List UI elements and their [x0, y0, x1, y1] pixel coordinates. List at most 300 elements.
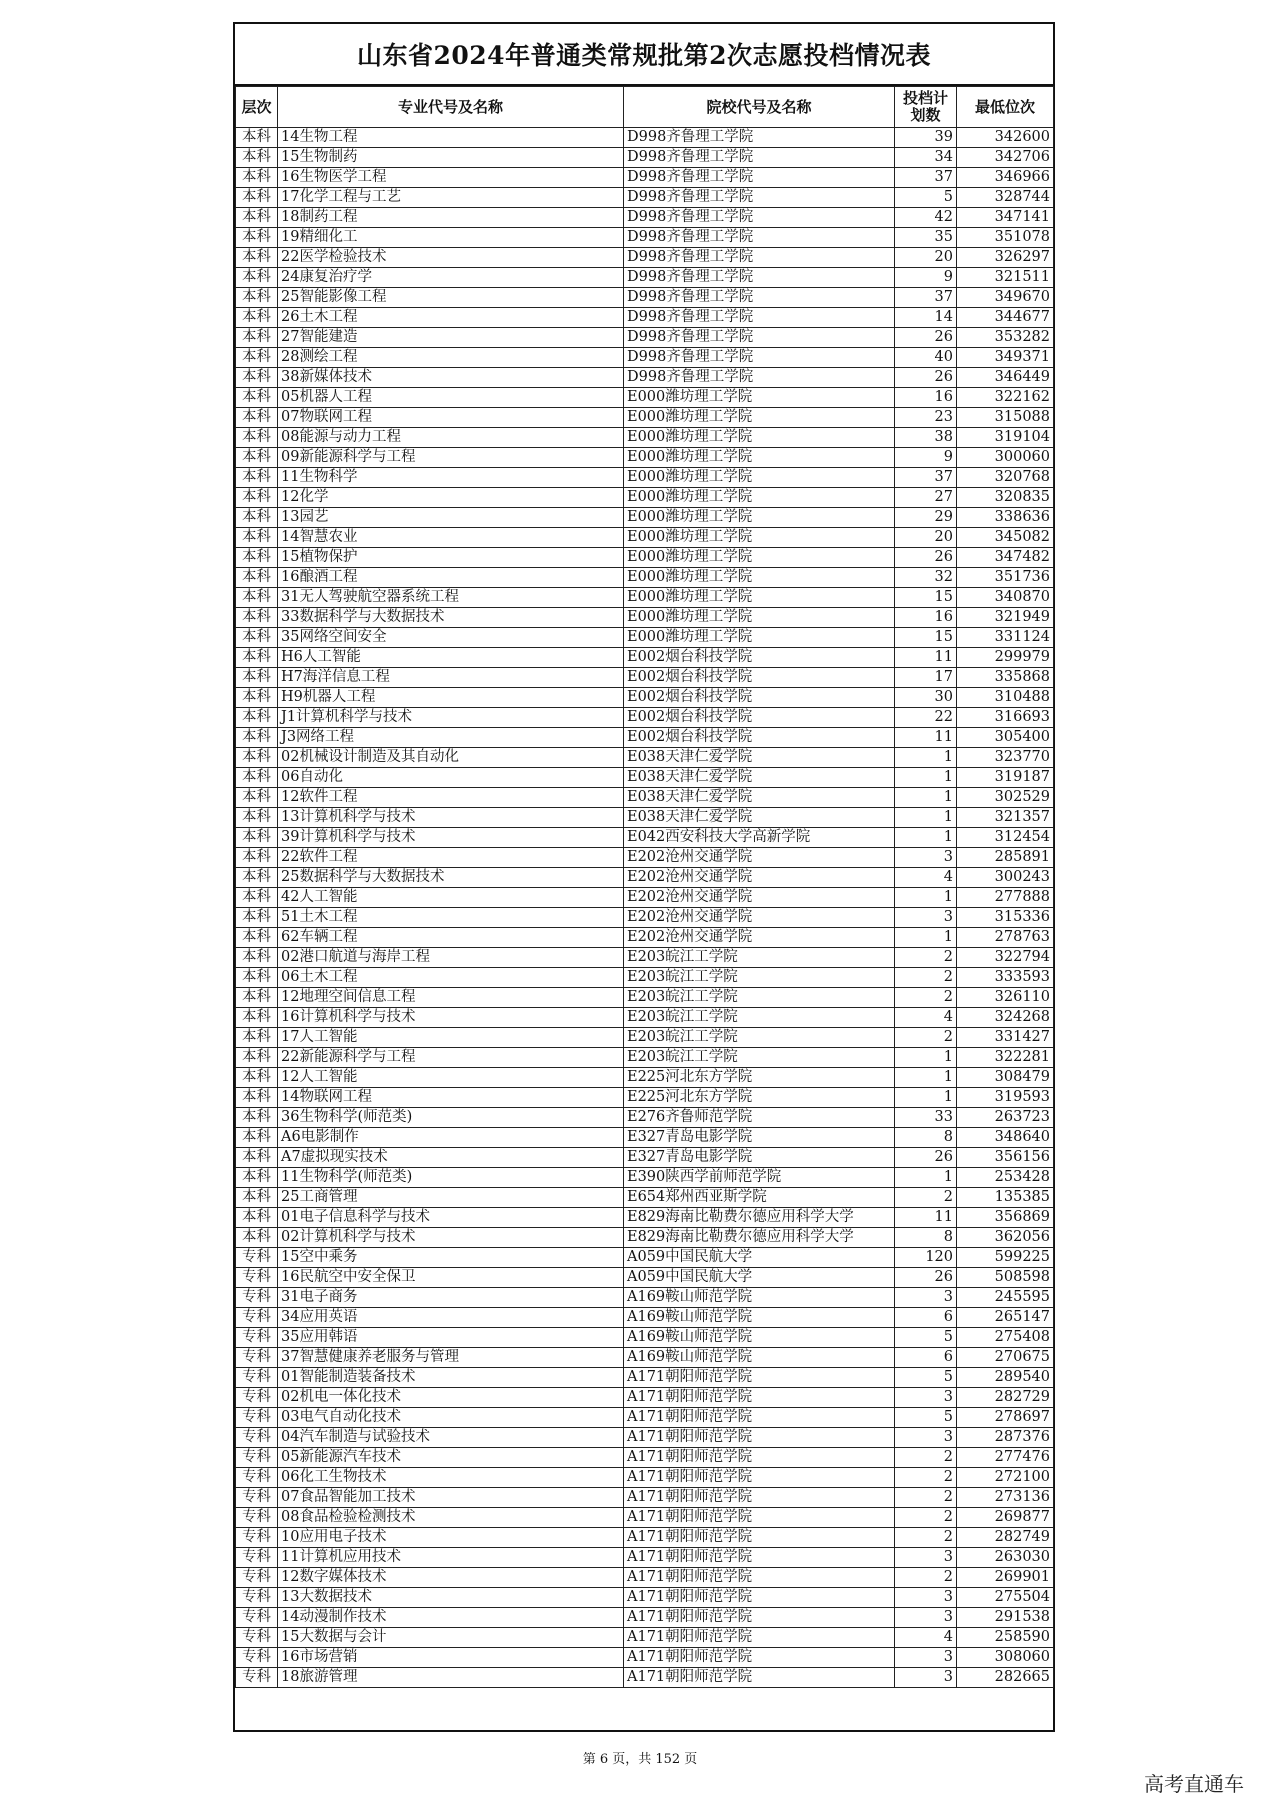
cell-major: 34应用英语 [278, 1308, 624, 1328]
cell-level: 本科 [236, 1148, 278, 1168]
table-row [236, 1008, 1054, 1028]
cell-rank: 282665 [957, 1668, 1054, 1688]
cell-major: 14智慧农业 [278, 528, 624, 548]
cell-rank: 338636 [957, 508, 1054, 528]
table-row [236, 1088, 1054, 1108]
cell-school: E000潍坊理工学院 [624, 548, 895, 568]
cell-school: E276齐鲁师范学院 [624, 1108, 895, 1128]
cell-major: 13园艺 [278, 508, 624, 528]
cell-plan: 32 [895, 568, 957, 588]
table-row [236, 1308, 1054, 1328]
cell-school: E829海南比勒费尔德应用科学大学 [624, 1228, 895, 1248]
cell-rank: 308479 [957, 1068, 1054, 1088]
cell-plan: 2 [895, 1468, 957, 1488]
cell-rank: 300060 [957, 448, 1054, 468]
cell-major: 37智慧健康养老服务与管理 [278, 1348, 624, 1368]
cell-plan: 27 [895, 488, 957, 508]
cell-school: A171朝阳师范学院 [624, 1508, 895, 1528]
cell-level: 本科 [236, 1028, 278, 1048]
cell-plan: 120 [895, 1248, 957, 1268]
cell-level: 本科 [236, 868, 278, 888]
table-row [236, 928, 1054, 948]
table-row [236, 1128, 1054, 1148]
cell-major: A6电影制作 [278, 1128, 624, 1148]
table-row [236, 668, 1054, 688]
cell-major: 06化工生物技术 [278, 1468, 624, 1488]
table-row [236, 208, 1054, 228]
cell-plan: 2 [895, 988, 957, 1008]
cell-plan: 39 [895, 128, 957, 148]
cell-school: A059中国民航大学 [624, 1248, 895, 1268]
cell-level: 本科 [236, 228, 278, 248]
cell-school: E000潍坊理工学院 [624, 508, 895, 528]
cell-plan: 1 [895, 748, 957, 768]
cell-level: 专科 [236, 1348, 278, 1368]
table-row [236, 768, 1054, 788]
table-row [236, 448, 1054, 468]
cell-major: H7海洋信息工程 [278, 668, 624, 688]
cell-major: 08能源与动力工程 [278, 428, 624, 448]
cell-major: 02计算机科学与技术 [278, 1228, 624, 1248]
table-row [236, 888, 1054, 908]
cell-school: A169鞍山师范学院 [624, 1288, 895, 1308]
table-row [236, 748, 1054, 768]
table-body [236, 128, 1054, 1688]
cell-school: E000潍坊理工学院 [624, 428, 895, 448]
cell-major: 06自动化 [278, 768, 624, 788]
cell-school: E225河北东方学院 [624, 1088, 895, 1108]
cell-rank: 331124 [957, 628, 1054, 648]
cell-rank: 270675 [957, 1348, 1054, 1368]
cell-major: 27智能建造 [278, 328, 624, 348]
cell-school: E002烟台科技学院 [624, 668, 895, 688]
cell-level: 本科 [236, 388, 278, 408]
cell-plan: 15 [895, 628, 957, 648]
cell-rank: 253428 [957, 1168, 1054, 1188]
cell-level: 专科 [236, 1548, 278, 1568]
cell-plan: 2 [895, 1448, 957, 1468]
cell-plan: 26 [895, 368, 957, 388]
cell-rank: 278697 [957, 1408, 1054, 1428]
header-level: 层次 [236, 87, 278, 128]
table-row [236, 288, 1054, 308]
cell-plan: 11 [895, 648, 957, 668]
cell-level: 本科 [236, 1188, 278, 1208]
page-footer: 第 6 页，共 152 页 [582, 1752, 698, 1767]
table-row [236, 128, 1054, 148]
cell-level: 专科 [236, 1428, 278, 1448]
cell-rank: 328744 [957, 188, 1054, 208]
cell-school: A059中国民航大学 [624, 1268, 895, 1288]
cell-level: 本科 [236, 408, 278, 428]
cell-school: A171朝阳师范学院 [624, 1408, 895, 1428]
cell-rank: 348640 [957, 1128, 1054, 1148]
cell-plan: 3 [895, 1668, 957, 1688]
cell-rank: 282749 [957, 1528, 1054, 1548]
cell-level: 本科 [236, 548, 278, 568]
cell-major: 38新媒体技术 [278, 368, 624, 388]
cell-school: A171朝阳师范学院 [624, 1448, 895, 1468]
cell-school: E038天津仁爱学院 [624, 768, 895, 788]
cell-level: 本科 [236, 348, 278, 368]
cell-plan: 6 [895, 1308, 957, 1328]
cell-plan: 37 [895, 168, 957, 188]
cell-major: 01智能制造装备技术 [278, 1368, 624, 1388]
table-row [236, 348, 1054, 368]
cell-major: 22软件工程 [278, 848, 624, 868]
cell-major: 02机电一体化技术 [278, 1388, 624, 1408]
cell-school: A171朝阳师范学院 [624, 1368, 895, 1388]
cell-school: E390陕西学前师范学院 [624, 1168, 895, 1188]
table-row [236, 488, 1054, 508]
cell-major: 42人工智能 [278, 888, 624, 908]
table-row [236, 1468, 1054, 1488]
cell-level: 专科 [236, 1308, 278, 1328]
cell-school: D998齐鲁理工学院 [624, 208, 895, 228]
cell-school: E000潍坊理工学院 [624, 408, 895, 428]
cell-rank: 346449 [957, 368, 1054, 388]
cell-major: 18旅游管理 [278, 1668, 624, 1688]
cell-rank: 319187 [957, 768, 1054, 788]
cell-level: 本科 [236, 168, 278, 188]
cell-level: 本科 [236, 828, 278, 848]
cell-school: D998齐鲁理工学院 [624, 188, 895, 208]
cell-major: 22新能源科学与工程 [278, 1048, 624, 1068]
cell-rank: 263723 [957, 1108, 1054, 1128]
header-school: 院校代号及名称 [624, 87, 895, 128]
table-row [236, 1188, 1054, 1208]
table-row [236, 1448, 1054, 1468]
cell-rank: 289540 [957, 1368, 1054, 1388]
cell-major: 16市场营销 [278, 1648, 624, 1668]
cell-rank: 285891 [957, 848, 1054, 868]
cell-school: E000潍坊理工学院 [624, 388, 895, 408]
cell-rank: 320768 [957, 468, 1054, 488]
cell-major: 33数据科学与大数据技术 [278, 608, 624, 628]
cell-rank: 322162 [957, 388, 1054, 408]
table-row [236, 388, 1054, 408]
table-row [236, 468, 1054, 488]
cell-major: 12化学 [278, 488, 624, 508]
cell-plan: 1 [895, 1048, 957, 1068]
cell-plan: 33 [895, 1108, 957, 1128]
cell-rank: 316693 [957, 708, 1054, 728]
cell-major: 25数据科学与大数据技术 [278, 868, 624, 888]
cell-rank: 321357 [957, 808, 1054, 828]
cell-level: 本科 [236, 368, 278, 388]
cell-plan: 3 [895, 1648, 957, 1668]
cell-major: 13计算机科学与技术 [278, 808, 624, 828]
cell-level: 专科 [236, 1288, 278, 1308]
cell-school: D998齐鲁理工学院 [624, 168, 895, 188]
table-row [236, 1248, 1054, 1268]
cell-rank: 351736 [957, 568, 1054, 588]
cell-level: 专科 [236, 1488, 278, 1508]
cell-level: 本科 [236, 268, 278, 288]
cell-plan: 3 [895, 1388, 957, 1408]
cell-level: 专科 [236, 1408, 278, 1428]
cell-level: 本科 [236, 568, 278, 588]
cell-school: E203皖江工学院 [624, 1028, 895, 1048]
cell-rank: 331427 [957, 1028, 1054, 1048]
cell-plan: 15 [895, 588, 957, 608]
cell-school: E000潍坊理工学院 [624, 568, 895, 588]
cell-plan: 3 [895, 1548, 957, 1568]
cell-school: E202沧州交通学院 [624, 908, 895, 928]
table-header-row [236, 87, 1054, 128]
table-row [236, 688, 1054, 708]
cell-school: E203皖江工学院 [624, 968, 895, 988]
cell-plan: 2 [895, 968, 957, 988]
cell-level: 本科 [236, 888, 278, 908]
admission-table [235, 86, 1054, 1688]
cell-level: 本科 [236, 928, 278, 948]
cell-level: 专科 [236, 1328, 278, 1348]
cell-school: D998齐鲁理工学院 [624, 268, 895, 288]
admission-table-frame [233, 22, 1055, 1732]
cell-school: E203皖江工学院 [624, 948, 895, 968]
table-row [236, 408, 1054, 428]
cell-rank: 340870 [957, 588, 1054, 608]
cell-rank: 342600 [957, 128, 1054, 148]
cell-level: 本科 [236, 1128, 278, 1148]
cell-school: E038天津仁爱学院 [624, 808, 895, 828]
cell-major: 06土木工程 [278, 968, 624, 988]
cell-rank: 302529 [957, 788, 1054, 808]
cell-major: 25智能影像工程 [278, 288, 624, 308]
cell-plan: 3 [895, 1588, 957, 1608]
cell-plan: 20 [895, 248, 957, 268]
cell-school: E038天津仁爱学院 [624, 748, 895, 768]
cell-major: 25工商管理 [278, 1188, 624, 1208]
cell-major: 35应用韩语 [278, 1328, 624, 1348]
table-row [236, 268, 1054, 288]
cell-rank: 326297 [957, 248, 1054, 268]
cell-school: E654郑州西亚斯学院 [624, 1188, 895, 1208]
table-row [236, 1108, 1054, 1128]
cell-major: 08食品检验检测技术 [278, 1508, 624, 1528]
cell-school: D998齐鲁理工学院 [624, 148, 895, 168]
cell-school: E202沧州交通学院 [624, 848, 895, 868]
cell-rank: 320835 [957, 488, 1054, 508]
table-row [236, 828, 1054, 848]
cell-major: 03电气自动化技术 [278, 1408, 624, 1428]
cell-plan: 2 [895, 1488, 957, 1508]
cell-school: D998齐鲁理工学院 [624, 308, 895, 328]
cell-rank: 335868 [957, 668, 1054, 688]
cell-plan: 4 [895, 1628, 957, 1648]
cell-major: 15空中乘务 [278, 1248, 624, 1268]
cell-major: 14动漫制作技术 [278, 1608, 624, 1628]
cell-plan: 5 [895, 1368, 957, 1388]
table-row [236, 968, 1054, 988]
cell-level: 本科 [236, 988, 278, 1008]
cell-plan: 2 [895, 1028, 957, 1048]
cell-major: 51土木工程 [278, 908, 624, 928]
cell-rank: 245595 [957, 1288, 1054, 1308]
table-row [236, 1608, 1054, 1628]
cell-level: 本科 [236, 1168, 278, 1188]
cell-school: E000潍坊理工学院 [624, 448, 895, 468]
cell-level: 本科 [236, 308, 278, 328]
cell-school: E202沧州交通学院 [624, 888, 895, 908]
cell-school: A171朝阳师范学院 [624, 1628, 895, 1648]
cell-level: 本科 [236, 608, 278, 628]
cell-school: E000潍坊理工学院 [624, 528, 895, 548]
table-row [236, 1528, 1054, 1548]
cell-major: 17化学工程与工艺 [278, 188, 624, 208]
cell-major: J1计算机科学与技术 [278, 708, 624, 728]
cell-school: E327青岛电影学院 [624, 1128, 895, 1148]
cell-school: A171朝阳师范学院 [624, 1588, 895, 1608]
cell-school: E002烟台科技学院 [624, 708, 895, 728]
cell-major: 13大数据技术 [278, 1588, 624, 1608]
cell-plan: 26 [895, 1148, 957, 1168]
cell-plan: 30 [895, 688, 957, 708]
cell-school: A171朝阳师范学院 [624, 1568, 895, 1588]
cell-major: 19精细化工 [278, 228, 624, 248]
table-row [236, 708, 1054, 728]
cell-level: 专科 [236, 1268, 278, 1288]
cell-plan: 17 [895, 668, 957, 688]
table-row [236, 1148, 1054, 1168]
cell-rank: 323770 [957, 748, 1054, 768]
cell-plan: 2 [895, 1528, 957, 1548]
cell-school: D998齐鲁理工学院 [624, 368, 895, 388]
cell-level: 专科 [236, 1388, 278, 1408]
cell-major: 15植物保护 [278, 548, 624, 568]
cell-level: 专科 [236, 1668, 278, 1688]
cell-rank: 265147 [957, 1308, 1054, 1328]
cell-rank: 263030 [957, 1548, 1054, 1568]
table-row [236, 308, 1054, 328]
table-row [236, 1428, 1054, 1448]
cell-major: 24康复治疗学 [278, 268, 624, 288]
table-row [236, 648, 1054, 668]
cell-level: 本科 [236, 288, 278, 308]
cell-rank: 299979 [957, 648, 1054, 668]
header-plan: 投档计划数 [895, 87, 957, 128]
cell-major: 16酿酒工程 [278, 568, 624, 588]
table-row [236, 1668, 1054, 1688]
cell-school: A171朝阳师范学院 [624, 1608, 895, 1628]
table-row [236, 188, 1054, 208]
cell-level: 本科 [236, 648, 278, 668]
cell-rank: 322794 [957, 948, 1054, 968]
cell-rank: 599225 [957, 1248, 1054, 1268]
cell-major: 16生物医学工程 [278, 168, 624, 188]
cell-level: 本科 [236, 688, 278, 708]
cell-level: 专科 [236, 1468, 278, 1488]
cell-level: 本科 [236, 968, 278, 988]
cell-rank: 321949 [957, 608, 1054, 628]
cell-major: 62车辆工程 [278, 928, 624, 948]
cell-major: 04汽车制造与试验技术 [278, 1428, 624, 1448]
cell-school: E002烟台科技学院 [624, 688, 895, 708]
cell-level: 专科 [236, 1528, 278, 1548]
cell-rank: 356156 [957, 1148, 1054, 1168]
cell-major: 39计算机科学与技术 [278, 828, 624, 848]
page-title: 山东省2024年普通类常规批第2次志愿投档情况表 [235, 24, 1053, 86]
cell-major: 31电子商务 [278, 1288, 624, 1308]
cell-plan: 5 [895, 1408, 957, 1428]
table-row [236, 1268, 1054, 1288]
cell-rank: 277476 [957, 1448, 1054, 1468]
cell-plan: 37 [895, 288, 957, 308]
cell-level: 本科 [236, 1008, 278, 1028]
cell-level: 本科 [236, 808, 278, 828]
table-row [236, 868, 1054, 888]
cell-major: 16民航空中安全保卫 [278, 1268, 624, 1288]
cell-school: A171朝阳师范学院 [624, 1668, 895, 1688]
cell-level: 本科 [236, 208, 278, 228]
table-row [236, 508, 1054, 528]
cell-major: 28测绘工程 [278, 348, 624, 368]
cell-major: 12地理空间信息工程 [278, 988, 624, 1008]
cell-level: 本科 [236, 1108, 278, 1128]
cell-plan: 16 [895, 388, 957, 408]
cell-level: 本科 [236, 848, 278, 868]
cell-rank: 326110 [957, 988, 1054, 1008]
cell-school: A171朝阳师范学院 [624, 1548, 895, 1568]
cell-rank: 351078 [957, 228, 1054, 248]
cell-rank: 322281 [957, 1048, 1054, 1068]
table-row [236, 1508, 1054, 1528]
cell-rank: 305400 [957, 728, 1054, 748]
cell-plan: 3 [895, 908, 957, 928]
cell-level: 本科 [236, 788, 278, 808]
cell-school: D998齐鲁理工学院 [624, 128, 895, 148]
cell-school: A169鞍山师范学院 [624, 1308, 895, 1328]
cell-rank: 346966 [957, 168, 1054, 188]
cell-level: 本科 [236, 468, 278, 488]
table-row [236, 948, 1054, 968]
cell-rank: 342706 [957, 148, 1054, 168]
table-row [236, 1068, 1054, 1088]
cell-level: 专科 [236, 1568, 278, 1588]
cell-level: 本科 [236, 328, 278, 348]
cell-rank: 272100 [957, 1468, 1054, 1488]
cell-level: 专科 [236, 1608, 278, 1628]
cell-plan: 8 [895, 1228, 957, 1248]
cell-plan: 42 [895, 208, 957, 228]
table-row [236, 908, 1054, 928]
cell-level: 专科 [236, 1588, 278, 1608]
cell-major: 14物联网工程 [278, 1088, 624, 1108]
cell-plan: 6 [895, 1348, 957, 1368]
cell-major: 02机械设计制造及其自动化 [278, 748, 624, 768]
cell-plan: 2 [895, 948, 957, 968]
cell-plan: 35 [895, 228, 957, 248]
table-row [236, 1648, 1054, 1668]
cell-level: 本科 [236, 1068, 278, 1088]
table-row [236, 228, 1054, 248]
table-row [236, 988, 1054, 1008]
cell-school: E038天津仁爱学院 [624, 788, 895, 808]
cell-major: 18制药工程 [278, 208, 624, 228]
cell-major: 11生物科学(师范类) [278, 1168, 624, 1188]
cell-major: 12软件工程 [278, 788, 624, 808]
table-row [236, 248, 1054, 268]
table-row [236, 848, 1054, 868]
cell-plan: 26 [895, 548, 957, 568]
header-major: 专业代号及名称 [278, 87, 624, 128]
cell-plan: 4 [895, 868, 957, 888]
cell-major: 17人工智能 [278, 1028, 624, 1048]
cell-level: 专科 [236, 1508, 278, 1528]
cell-plan: 11 [895, 1208, 957, 1228]
cell-major: 16计算机科学与技术 [278, 1008, 624, 1028]
